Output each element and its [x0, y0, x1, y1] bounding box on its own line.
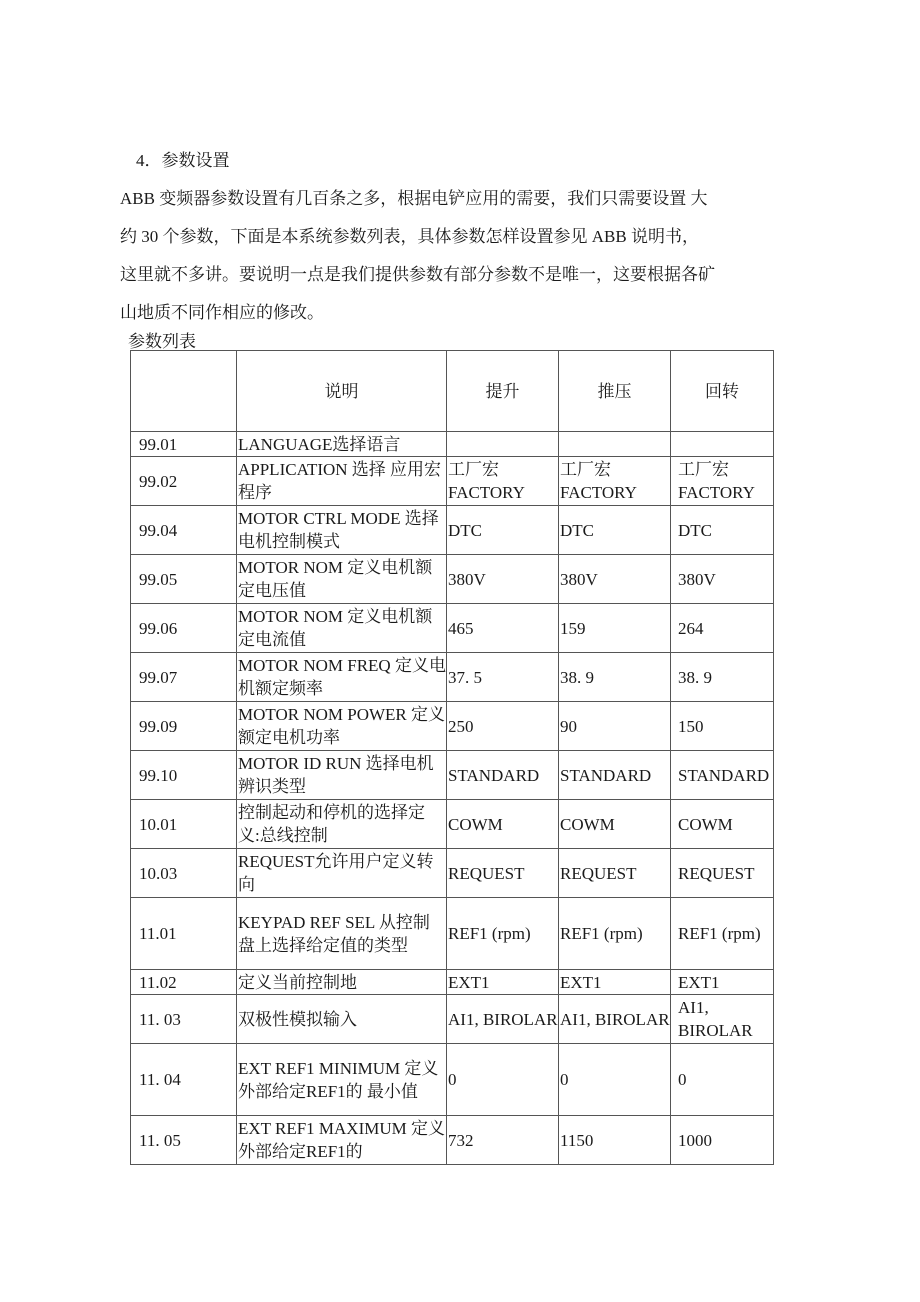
swing-value: REQUEST: [671, 849, 774, 898]
param-description: APPLICATION 选择 应用宏程序: [237, 457, 447, 506]
swing-value: DTC: [671, 506, 774, 555]
hoist-value: REF1 (rpm): [447, 898, 559, 970]
header-code: [131, 351, 237, 432]
table-row: [131, 970, 774, 995]
param-description: 双极性模拟输入: [237, 995, 447, 1044]
table-row: [131, 849, 774, 898]
swing-value: 工厂宏 FACTORY: [671, 457, 774, 506]
crowd-value: COWM: [559, 800, 671, 849]
swing-value: 38. 9: [671, 653, 774, 702]
table-row: [131, 457, 774, 506]
intro-line: ABB 变频器参数设置有几百条之多，根据电铲应用的需要，我们只需要设置 大: [120, 189, 708, 208]
crowd-value: 38. 9: [559, 653, 671, 702]
intro-line: 这里就不多讲。要说明一点是我们提供参数有部分参数不是唯一，这要根据各矿: [120, 265, 715, 284]
crowd-value: 工厂宏 FACTORY: [559, 457, 671, 506]
intro-line: 约 30 个参数，下面是本系统参数列表，具体参数怎样设置参见 ABB 说明书，: [120, 227, 699, 246]
param-code: 11. 05: [131, 1116, 237, 1165]
crowd-value: 380V: [559, 555, 671, 604]
table-row: [131, 555, 774, 604]
table-caption: 参数列表: [128, 332, 196, 351]
param-code: 11.02: [131, 970, 237, 995]
param-description: MOTOR NOM 定义电机额定电流值: [237, 604, 447, 653]
crowd-value: STANDARD: [559, 751, 671, 800]
hoist-value: COWM: [447, 800, 559, 849]
param-description: 控制起动和停机的选择定义:总线控制: [237, 800, 447, 849]
param-description: EXT REF1 MAXIMUM 定义外部给定REF1的: [237, 1116, 447, 1165]
param-code: 99.04: [131, 506, 237, 555]
param-code: 10.01: [131, 800, 237, 849]
swing-value: REF1 (rpm): [671, 898, 774, 970]
param-description: LANGUAGE选择语言: [237, 432, 447, 457]
hoist-value: 250: [447, 702, 559, 751]
param-code: 11.01: [131, 898, 237, 970]
table-row: [131, 1044, 774, 1116]
param-code: 99.10: [131, 751, 237, 800]
crowd-value: AI1, BIROLAR: [559, 995, 671, 1044]
table-row: [131, 751, 774, 800]
header-swing: 回转: [671, 351, 774, 432]
crowd-value: REQUEST: [559, 849, 671, 898]
param-code: 99.05: [131, 555, 237, 604]
swing-value: STANDARD: [671, 751, 774, 800]
header-description: 说明: [237, 351, 447, 432]
section-heading: 4．参数设置: [136, 151, 230, 170]
swing-value: EXT1: [671, 970, 774, 995]
hoist-value: 工厂宏 FACTORY: [447, 457, 559, 506]
param-code: 99.06: [131, 604, 237, 653]
table-row: [131, 702, 774, 751]
hoist-value: 37. 5: [447, 653, 559, 702]
hoist-value: [447, 432, 559, 457]
swing-value: 150: [671, 702, 774, 751]
swing-value: 264: [671, 604, 774, 653]
param-description: 定义当前控制地: [237, 970, 447, 995]
hoist-value: EXT1: [447, 970, 559, 995]
param-code: 11. 03: [131, 995, 237, 1044]
swing-value: AI1, BIROLAR: [671, 995, 774, 1044]
header-crowd: 推压: [559, 351, 671, 432]
hoist-value: 732: [447, 1116, 559, 1165]
swing-value: 380V: [671, 555, 774, 604]
hoist-value: REQUEST: [447, 849, 559, 898]
crowd-value: 0: [559, 1044, 671, 1116]
crowd-value: 159: [559, 604, 671, 653]
param-code: 10.03: [131, 849, 237, 898]
param-code: 11. 04: [131, 1044, 237, 1116]
crowd-value: 1150: [559, 1116, 671, 1165]
hoist-value: STANDARD: [447, 751, 559, 800]
table-row: [131, 1116, 774, 1165]
table-row: [131, 995, 774, 1044]
table-header-row: [131, 351, 774, 432]
param-description: EXT REF1 MINIMUM 定义外部给定REF1的 最小值: [237, 1044, 447, 1116]
table-row: [131, 800, 774, 849]
crowd-value: EXT1: [559, 970, 671, 995]
param-description: MOTOR CTRL MODE 选择电机控制模式: [237, 506, 447, 555]
swing-value: COWM: [671, 800, 774, 849]
swing-value: 0: [671, 1044, 774, 1116]
param-code: 99.09: [131, 702, 237, 751]
crowd-value: DTC: [559, 506, 671, 555]
hoist-value: 380V: [447, 555, 559, 604]
param-description: MOTOR NOM POWER 定义额定电机功率: [237, 702, 447, 751]
param-code: 99.02: [131, 457, 237, 506]
intro-paragraph: [120, 180, 785, 332]
table-row: [131, 653, 774, 702]
param-description: KEYPAD REF SEL 从控制盘上选择给定值的类型: [237, 898, 447, 970]
param-code: 99.01: [131, 432, 237, 457]
header-hoist: 提升: [447, 351, 559, 432]
hoist-value: DTC: [447, 506, 559, 555]
crowd-value: 90: [559, 702, 671, 751]
table-row: [131, 432, 774, 457]
hoist-value: 0: [447, 1044, 559, 1116]
table-row: [131, 604, 774, 653]
param-description: MOTOR ID RUN 选择电机辨识类型: [237, 751, 447, 800]
parameter-table: [130, 350, 774, 1165]
intro-line: 山地质不同作相应的修改。: [120, 303, 324, 322]
swing-value: [671, 432, 774, 457]
param-code: 99.07: [131, 653, 237, 702]
table-row: [131, 898, 774, 970]
crowd-value: [559, 432, 671, 457]
param-description: REQUEST允许用户定义转向: [237, 849, 447, 898]
swing-value: 1000: [671, 1116, 774, 1165]
hoist-value: 465: [447, 604, 559, 653]
param-description: MOTOR NOM FREQ 定义电机额定频率: [237, 653, 447, 702]
crowd-value: REF1 (rpm): [559, 898, 671, 970]
param-description: MOTOR NOM 定义电机额定电压值: [237, 555, 447, 604]
hoist-value: AI1, BIROLAR: [447, 995, 559, 1044]
table-row: [131, 506, 774, 555]
